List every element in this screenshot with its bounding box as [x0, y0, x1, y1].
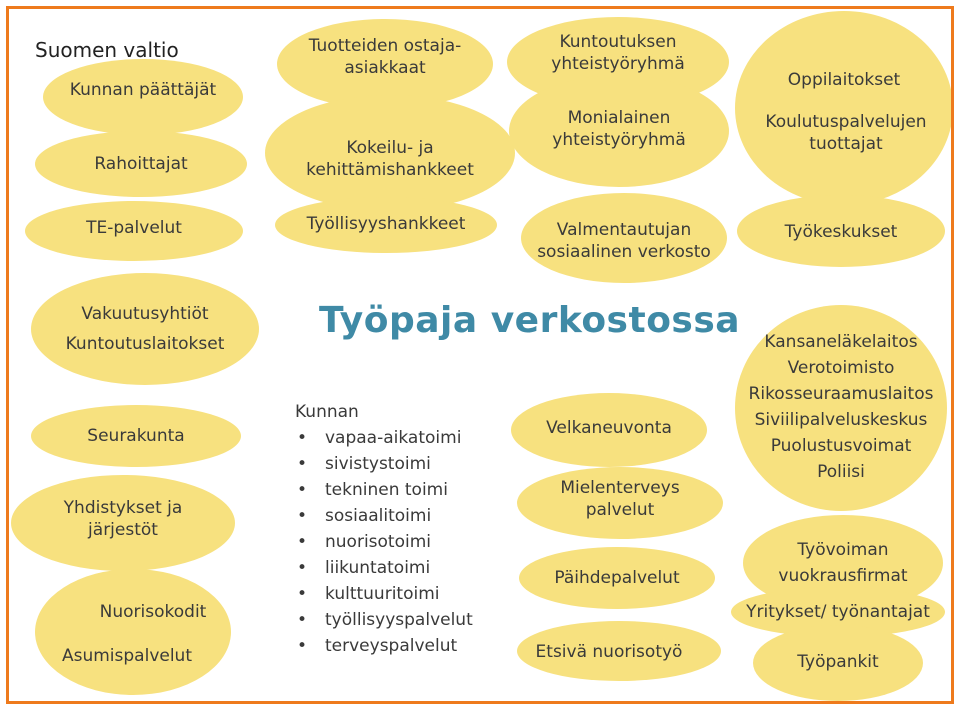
label-kuntoutuksen: Kuntoutuksen yhteistyöryhmä — [551, 32, 685, 74]
label-rikosseuraamuslaitos: Rikosseuraamuslaitos — [748, 384, 934, 404]
label-valmentautujan: Valmentautujan sosiaalinen verkosto — [537, 220, 711, 262]
list-item: • liikuntatoimi — [295, 555, 473, 581]
ellipse-vakuutus — [31, 273, 259, 385]
label-seurakunta: Seurakunta — [87, 426, 185, 446]
list-item: • sivistystoimi — [295, 451, 473, 477]
label-puolustusvoimat: Puolustusvoimat — [770, 436, 912, 456]
label-tyovoiman: Työvoiman vuokrausfirmat — [778, 540, 908, 586]
label-velkaneuvonta: Velkaneuvonta — [546, 418, 672, 438]
label-tyopankit: Työpankit — [797, 652, 879, 672]
label-rahoittajat: Rahoittajat — [94, 154, 188, 174]
label-asumispalvelut: Asumispalvelut — [61, 646, 192, 666]
list-item: • vapaa-aikatoimi — [295, 425, 473, 451]
list-item: • sosiaalitoimi — [295, 503, 473, 529]
ellipse-nuorisokodit — [35, 569, 231, 695]
label-kuntoutuslaitokset: Kuntoutuslaitokset — [65, 334, 225, 354]
list-item: • terveyspalvelut — [295, 633, 473, 659]
corner-label: Suomen valtio — [35, 38, 179, 62]
label-tuotteiden: Tuotteiden ostaja-asiakkaat — [308, 36, 462, 78]
kunnan-block — [295, 399, 473, 659]
label-kokeilu: Kokeilu- ja kehittämishankkeet — [306, 138, 474, 180]
label-verotoimisto: Verotoimisto — [787, 358, 895, 378]
label-kunnan-paattajat: Kunnan päättäjät — [69, 80, 217, 100]
label-tyollisyyshankkeet: Työllisyyshankkeet — [306, 214, 466, 234]
label-poliisi: Poliisi — [817, 462, 865, 482]
kunnan-list — [295, 425, 473, 659]
label-koulutuspalvelujen: Koulutuspalvelujen tuottajat — [765, 112, 927, 154]
label-vakuutusyhtiot: Vakuutusyhtiöt — [81, 304, 209, 324]
label-paihdepalvelut: Päihdepalvelut — [554, 568, 680, 588]
kunnan-heading: Kunnan — [295, 402, 359, 422]
list-item: • nuorisotoimi — [295, 529, 473, 555]
kansa-list — [735, 329, 947, 485]
label-yritykset: Yritykset/ työnantajat — [746, 602, 930, 622]
label-etsiva: Etsivä nuorisotyö — [535, 642, 683, 662]
network-diagram — [6, 6, 954, 704]
label-mielenterveys: Mielenterveys palvelut — [560, 478, 680, 520]
center-title: Työpaja verkostossa — [319, 300, 741, 341]
label-monialainen: Monialainen yhteistyöryhmä — [552, 108, 686, 150]
label-siviilipalveluskeskus: Siviilipalveluskeskus — [754, 410, 928, 430]
list-item: • tekninen toimi — [295, 477, 473, 503]
ellipse-oppilaitokset — [735, 11, 953, 205]
label-oppilaitokset: Oppilaitokset — [787, 70, 901, 90]
label-te-palvelut: TE-palvelut — [86, 218, 182, 238]
label-nuorisokodit: Nuorisokodit — [99, 602, 207, 622]
list-item: • työllisyyspalvelut — [295, 607, 473, 633]
label-tyokeskukset: Työkeskukset — [784, 222, 898, 242]
label-kansanelakelaitos: Kansaneläkelaitos — [764, 332, 918, 352]
list-item: • kulttuuritoimi — [295, 581, 473, 607]
label-yhdistykset: Yhdistykset ja järjestöt — [63, 498, 183, 540]
